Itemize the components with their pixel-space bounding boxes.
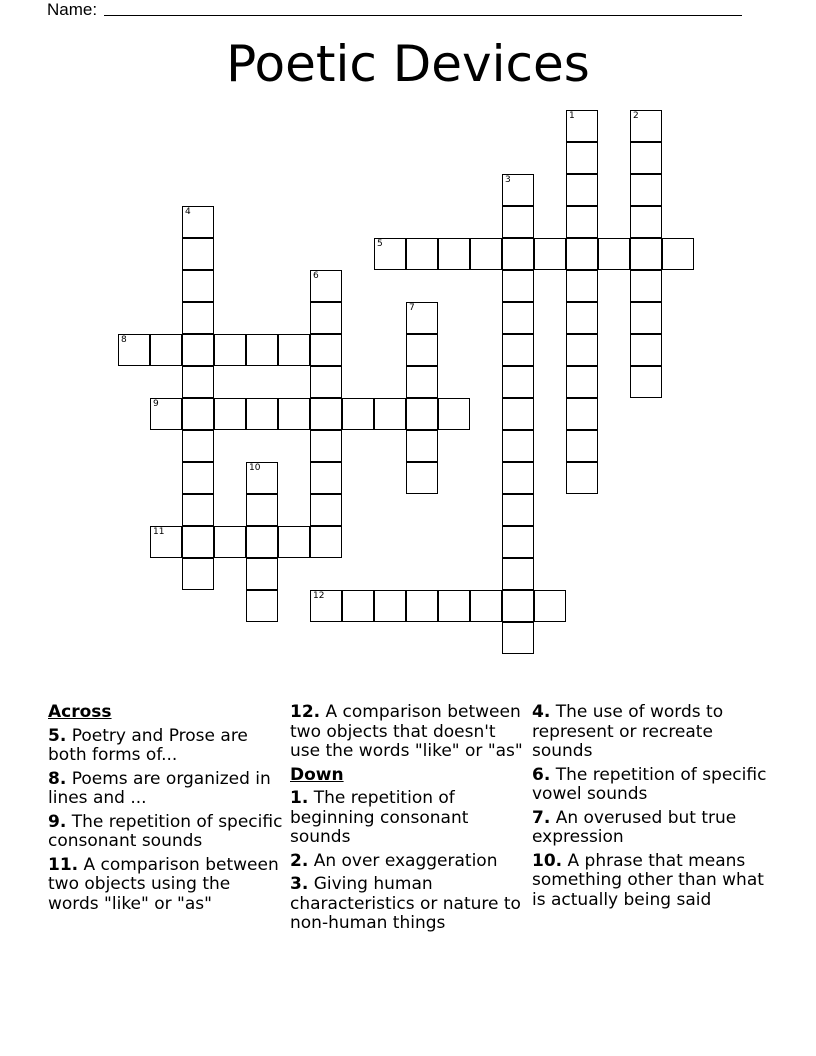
clue-number-label: 4.: [532, 702, 551, 722]
grid-cell[interactable]: [598, 238, 630, 270]
grid-cell[interactable]: [310, 430, 342, 462]
grid-cell[interactable]: [374, 398, 406, 430]
grid-cell[interactable]: [630, 270, 662, 302]
grid-cell[interactable]: [246, 462, 278, 494]
grid-cell[interactable]: [150, 398, 182, 430]
grid-cell[interactable]: [406, 238, 438, 270]
grid-cell[interactable]: [342, 398, 374, 430]
grid-cell[interactable]: [182, 270, 214, 302]
across-heading: Across: [48, 702, 112, 722]
grid-cell[interactable]: [630, 206, 662, 238]
clue-text: The repetition of specific consonant sounds: [48, 811, 283, 851]
clue-number-label: 12.: [290, 702, 321, 722]
grid-cell[interactable]: [566, 430, 598, 462]
grid-cell[interactable]: [534, 590, 566, 622]
grid-cell[interactable]: [502, 622, 534, 654]
puzzle-title: Poetic Devices: [226, 35, 590, 93]
grid-cell[interactable]: [566, 334, 598, 366]
grid-cell[interactable]: [406, 462, 438, 494]
clue-number-label: 7.: [532, 807, 551, 828]
clue-number: 5: [377, 239, 383, 249]
clue-number-label: 10.: [532, 850, 563, 871]
grid-cell[interactable]: [566, 142, 598, 174]
grid-cell[interactable]: [406, 590, 438, 622]
grid-cell[interactable]: [310, 366, 342, 398]
clue-number: 10: [249, 463, 261, 473]
grid-cell[interactable]: [182, 462, 214, 494]
clue-item: [48, 770, 284, 809]
clue-item: [290, 875, 526, 934]
grid-cell[interactable]: [246, 334, 278, 366]
grid-cell[interactable]: [182, 366, 214, 398]
grid-cell[interactable]: [502, 206, 534, 238]
grid-cell[interactable]: [342, 590, 374, 622]
clue-text: An over exaggeration: [308, 850, 498, 871]
clue-text: The repetition of specific vowel sounds: [532, 764, 767, 804]
grid-cell[interactable]: [182, 398, 214, 430]
grid-cell[interactable]: [310, 462, 342, 494]
clue-text: The use of words to represent or recreate sounds: [532, 702, 724, 761]
name-label: Name:: [47, 0, 98, 19]
grid-cell[interactable]: [246, 526, 278, 558]
clue-number: 6: [313, 271, 319, 281]
clue-number: 4: [185, 207, 191, 217]
clue-number: 8: [121, 335, 127, 345]
grid-cell[interactable]: [662, 238, 694, 270]
grid-cell[interactable]: [182, 238, 214, 270]
clue-number-label: 5.: [48, 725, 67, 746]
grid-cell[interactable]: [502, 494, 534, 526]
clue-number-label: 3.: [290, 874, 309, 894]
grid-cell[interactable]: [502, 238, 534, 270]
clue-text: Poetry and Prose are both forms of...: [48, 725, 248, 765]
clue-item: [532, 852, 768, 911]
clue-number: 12: [313, 591, 325, 601]
grid-cell[interactable]: [438, 238, 470, 270]
clue-text: A comparison between two objects using the words "like" or "as": [48, 854, 279, 914]
grid-cell[interactable]: [566, 174, 598, 206]
grid-cell[interactable]: [566, 270, 598, 302]
clue-number: 11: [153, 527, 165, 537]
grid-cell[interactable]: [502, 302, 534, 334]
clue-number-label: 8.: [48, 768, 67, 789]
grid-cell[interactable]: [406, 366, 438, 398]
clue-item: [532, 766, 768, 805]
clue-number: 1: [569, 111, 575, 121]
grid-cell[interactable]: [118, 334, 150, 366]
grid-cell[interactable]: [566, 462, 598, 494]
grid-cell[interactable]: [310, 398, 342, 430]
grid-cell[interactable]: [150, 526, 182, 558]
grid-cell[interactable]: [214, 334, 246, 366]
grid-cell[interactable]: [630, 110, 662, 142]
grid-cell[interactable]: [374, 590, 406, 622]
grid-cell[interactable]: [406, 398, 438, 430]
grid-cell[interactable]: [438, 398, 470, 430]
clue-text: A comparison between two objects that doesn't use the words "like" or "as": [290, 702, 523, 761]
grid-cell[interactable]: [246, 494, 278, 526]
grid-cell[interactable]: [150, 334, 182, 366]
grid-cell[interactable]: [310, 270, 342, 302]
clue-number-label: 11.: [48, 854, 79, 875]
grid-cell[interactable]: [502, 270, 534, 302]
clue-text: Giving human characteristics or nature to non-human things: [290, 874, 521, 933]
grid-cell[interactable]: [502, 526, 534, 558]
grid-cell[interactable]: [566, 238, 598, 270]
grid-cell[interactable]: [214, 398, 246, 430]
grid-cell[interactable]: [406, 334, 438, 366]
grid-cell[interactable]: [182, 494, 214, 526]
grid-cell[interactable]: [566, 110, 598, 142]
grid-cell[interactable]: [310, 334, 342, 366]
grid-cell[interactable]: [278, 526, 310, 558]
grid-cell[interactable]: [630, 238, 662, 270]
grid-cell[interactable]: [182, 430, 214, 462]
clue-number-label: 2.: [290, 850, 309, 871]
grid-cell[interactable]: [246, 558, 278, 590]
clue-item: [532, 703, 768, 762]
clue-number: 9: [153, 399, 159, 409]
clue-text: An overused but true expression: [532, 807, 737, 847]
grid-cell[interactable]: [374, 238, 406, 270]
grid-cell[interactable]: [182, 334, 214, 366]
clues-column-2: [290, 703, 526, 938]
grid-cell[interactable]: [630, 174, 662, 206]
grid-cell[interactable]: [182, 526, 214, 558]
grid-cell[interactable]: [502, 558, 534, 590]
grid-cell[interactable]: [566, 206, 598, 238]
clue-item: [48, 813, 284, 852]
clue-number: 7: [409, 303, 415, 313]
grid-cell[interactable]: [534, 238, 566, 270]
grid-cell[interactable]: [182, 302, 214, 334]
clue-text: The repetition of beginning consonant sounds: [290, 788, 469, 847]
clue-item: [48, 727, 284, 766]
grid-cell[interactable]: [406, 430, 438, 462]
grid-cell[interactable]: [182, 206, 214, 238]
grid-cell[interactable]: [566, 366, 598, 398]
grid-cell[interactable]: [278, 334, 310, 366]
grid-cell[interactable]: [246, 398, 278, 430]
grid-cell[interactable]: [502, 430, 534, 462]
clue-item: [290, 852, 526, 872]
clue-number-label: 6.: [532, 764, 551, 785]
grid-cell[interactable]: [310, 302, 342, 334]
grid-cell[interactable]: [630, 302, 662, 334]
clue-item: [290, 703, 526, 762]
grid-cell[interactable]: [502, 174, 534, 206]
clue-item: [290, 789, 526, 848]
grid-cell[interactable]: [470, 590, 502, 622]
grid-cell[interactable]: [502, 462, 534, 494]
grid-cell[interactable]: [310, 494, 342, 526]
grid-cell[interactable]: [246, 590, 278, 622]
clue-text: Poems are organized in lines and ...: [48, 768, 271, 808]
grid-cell[interactable]: [470, 238, 502, 270]
clues-column-3: [532, 703, 768, 914]
clue-number: 2: [633, 111, 639, 121]
grid-cell[interactable]: [630, 142, 662, 174]
grid-cell[interactable]: [502, 590, 534, 622]
clue-item: [48, 856, 284, 915]
clue-text: A phrase that means something other than what is actually being said: [532, 850, 764, 910]
grid-cell[interactable]: [502, 366, 534, 398]
grid-cell[interactable]: [502, 334, 534, 366]
grid-cell[interactable]: [310, 590, 342, 622]
grid-cell[interactable]: [566, 302, 598, 334]
grid-cell[interactable]: [630, 334, 662, 366]
grid-cell[interactable]: [406, 302, 438, 334]
grid-cell[interactable]: [438, 590, 470, 622]
grid-cell[interactable]: [566, 398, 598, 430]
grid-cell[interactable]: [214, 526, 246, 558]
grid-cell[interactable]: [278, 398, 310, 430]
clue-number-label: 9.: [48, 811, 67, 832]
clue-item: [532, 809, 768, 848]
grid-cell[interactable]: [182, 558, 214, 590]
down-heading: Down: [290, 764, 344, 785]
clue-number-label: 1.: [290, 788, 309, 808]
grid-cell[interactable]: [630, 366, 662, 398]
clue-number: 3: [505, 175, 511, 185]
clues-column-1: [48, 703, 284, 918]
grid-cell[interactable]: [502, 398, 534, 430]
grid-cell[interactable]: [310, 526, 342, 558]
